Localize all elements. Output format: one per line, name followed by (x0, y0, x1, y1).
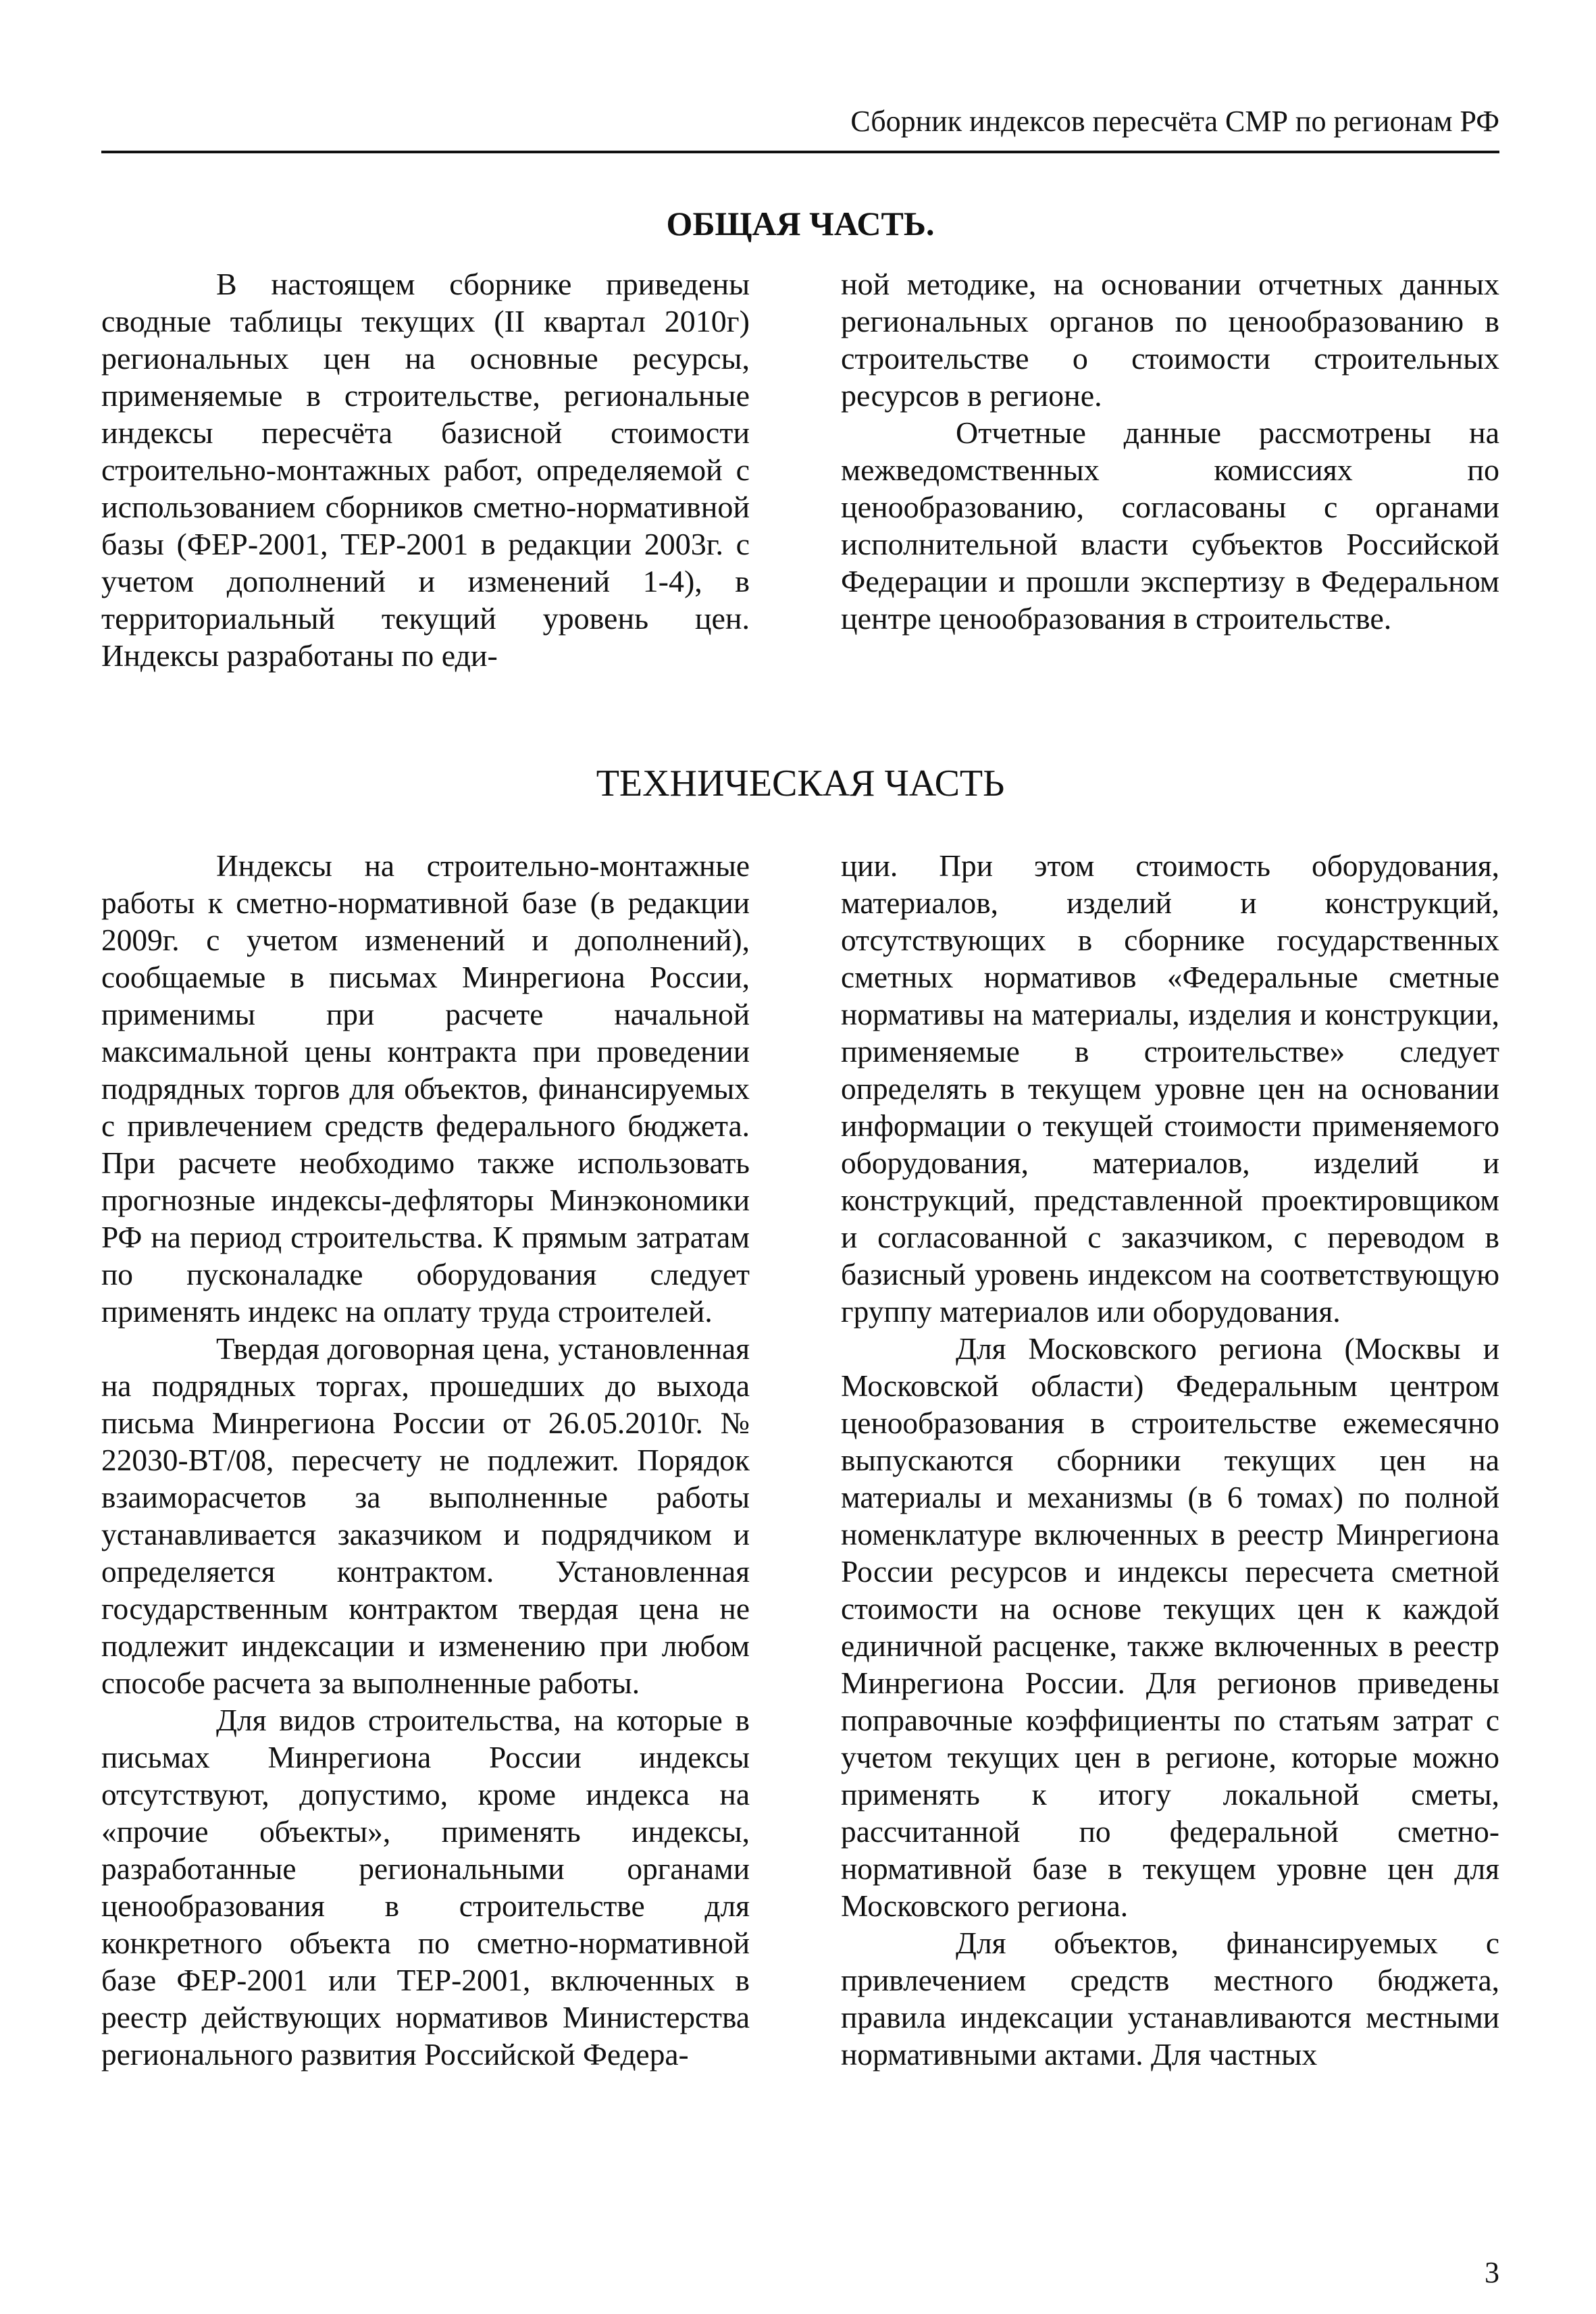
paragraph: Отчетные данные рассмотрены на межведомственных комиссиях по ценообразованию, согласованы с органами исполнительной власти субъектов Российской Федерации и прошли экспертизу в Федеральном центре ценообразования в строительстве. (841, 415, 1499, 636)
paragraph: Твердая договорная цена, установленная на подрядных торгах, прошедших до выхода письма Минрегиона России от 26.05.2010г. № 22030-ВТ/08, пересчету не подлежит. Порядок взаиморасчетов за выполненные работы устанавливается заказчиком и подрядчиком и определяется контрактом. Установленная государственным контрактом твердая цена не подлежит индексации и изменению при любом способе расчета за выполненные работы. (101, 1332, 750, 1700)
paragraph: Для видов строительства, на которые в письмах Минрегиона России индексы отсутствуют, допустимо, кроме индекса на «прочие объекты», применять индексы, разработанные региональными органами ценообразования в строительстве для конкретного объекта по сметно-нормативной базе ФЕР-2001 или ТЕР-2001, включенных в реестр действующих нормативов Министерства регионального развития Российской Федера- (101, 1703, 750, 2072)
general-section-right-column (841, 265, 1499, 637)
paragraph: ной методике, на основании отчетных данных региональных органов по ценообразованию в строительстве о стоимости строительных ресурсов в регионе. (841, 267, 1499, 413)
technical-section-left-column (101, 848, 750, 2074)
paragraph: ции. При этом стоимость оборудования, материалов, изделий и конструкций, отсутствующих в сборнике государственных сметных нормативов «Федеральные сметные нормативы на материалы, изделия и конструкции, применяемые в строительстве» следует определять в текущем уровне цен на основании информации о текущей стоимости применяемого оборудования, материалов, изделий и конструкций, представленной проектировщиком и согласованной с заказчиком, с переводом в базисный уровень индексом на соответствующую группу материалов или оборудования. (841, 849, 1499, 1329)
page-number: 3 (1485, 2256, 1499, 2289)
technical-section-right-column (841, 848, 1499, 2074)
general-section-title: ОБЩАЯ ЧАСТЬ. (666, 205, 935, 242)
paragraph: Индексы на строительно-монтажные работы к сметно-нормативной базе (в редакции 2009г. с учетом изменений и дополнений), сообщаемые в письмах Минрегиона России, применимы при расчете начальной максимальной цены контракта при проведении подрядных торгов для объектов, финансируемых с привлечением средств федерального бюджета. При расчете необходимо также использовать прогнозные индексы-дефляторы Минэкономики РФ на период строительства. К прямым затратам по пусконаладке оборудования следует применять индекс на оплату труда строителей. (101, 849, 750, 1329)
technical-section-title: ТЕХНИЧЕСКАЯ ЧАСТЬ (596, 763, 1005, 804)
general-section-left-column (101, 265, 750, 674)
paragraph: Для объектов, финансируемых с привлечением средств местного бюджета, правила индексации устанавливаются местными нормативными актами. Для частных (841, 1926, 1499, 2072)
paragraph: В настоящем сборнике приведены сводные таблицы текущих (II квартал 2010г) региональных цен на основные ресурсы, применяемые в строительстве, региональные индексы пересчёта базисной стоимости строительно-монтажных работ, определяемой с использованием сборников сметно-нормативной базы (ФЕР-2001, ТЕР-2001 в редакции 2003г. с учетом дополнений и изменений 1-4), в территориальный текущий уровень цен. Индексы разработаны по еди- (101, 267, 750, 673)
running-header: Сборник индексов пересчёта СМР по регионам РФ (850, 105, 1499, 138)
paragraph: Для Московского региона (Москвы и Московской области) Федеральным центром ценообразования в строительстве ежемесячно выпускаются сборники текущих цен на материалы и механизмы (в 6 томах) по полной номенклатуре включенных в реестр Минрегиона России ресурсов и индексы пересчета сметной стоимости на основе текущих цен к каждой единичной расценке, также включенных в реестр Минрегиона России. Для регионов приведены поправочные коэффициенты по статьям затрат с учетом текущих цен в регионе, которые можно применять к итогу локальной сметы, рассчитанной по федеральной сметно-нормативной базе в текущем уровне цен для Московского региона. (841, 1332, 1499, 1923)
header-rule (101, 151, 1499, 153)
